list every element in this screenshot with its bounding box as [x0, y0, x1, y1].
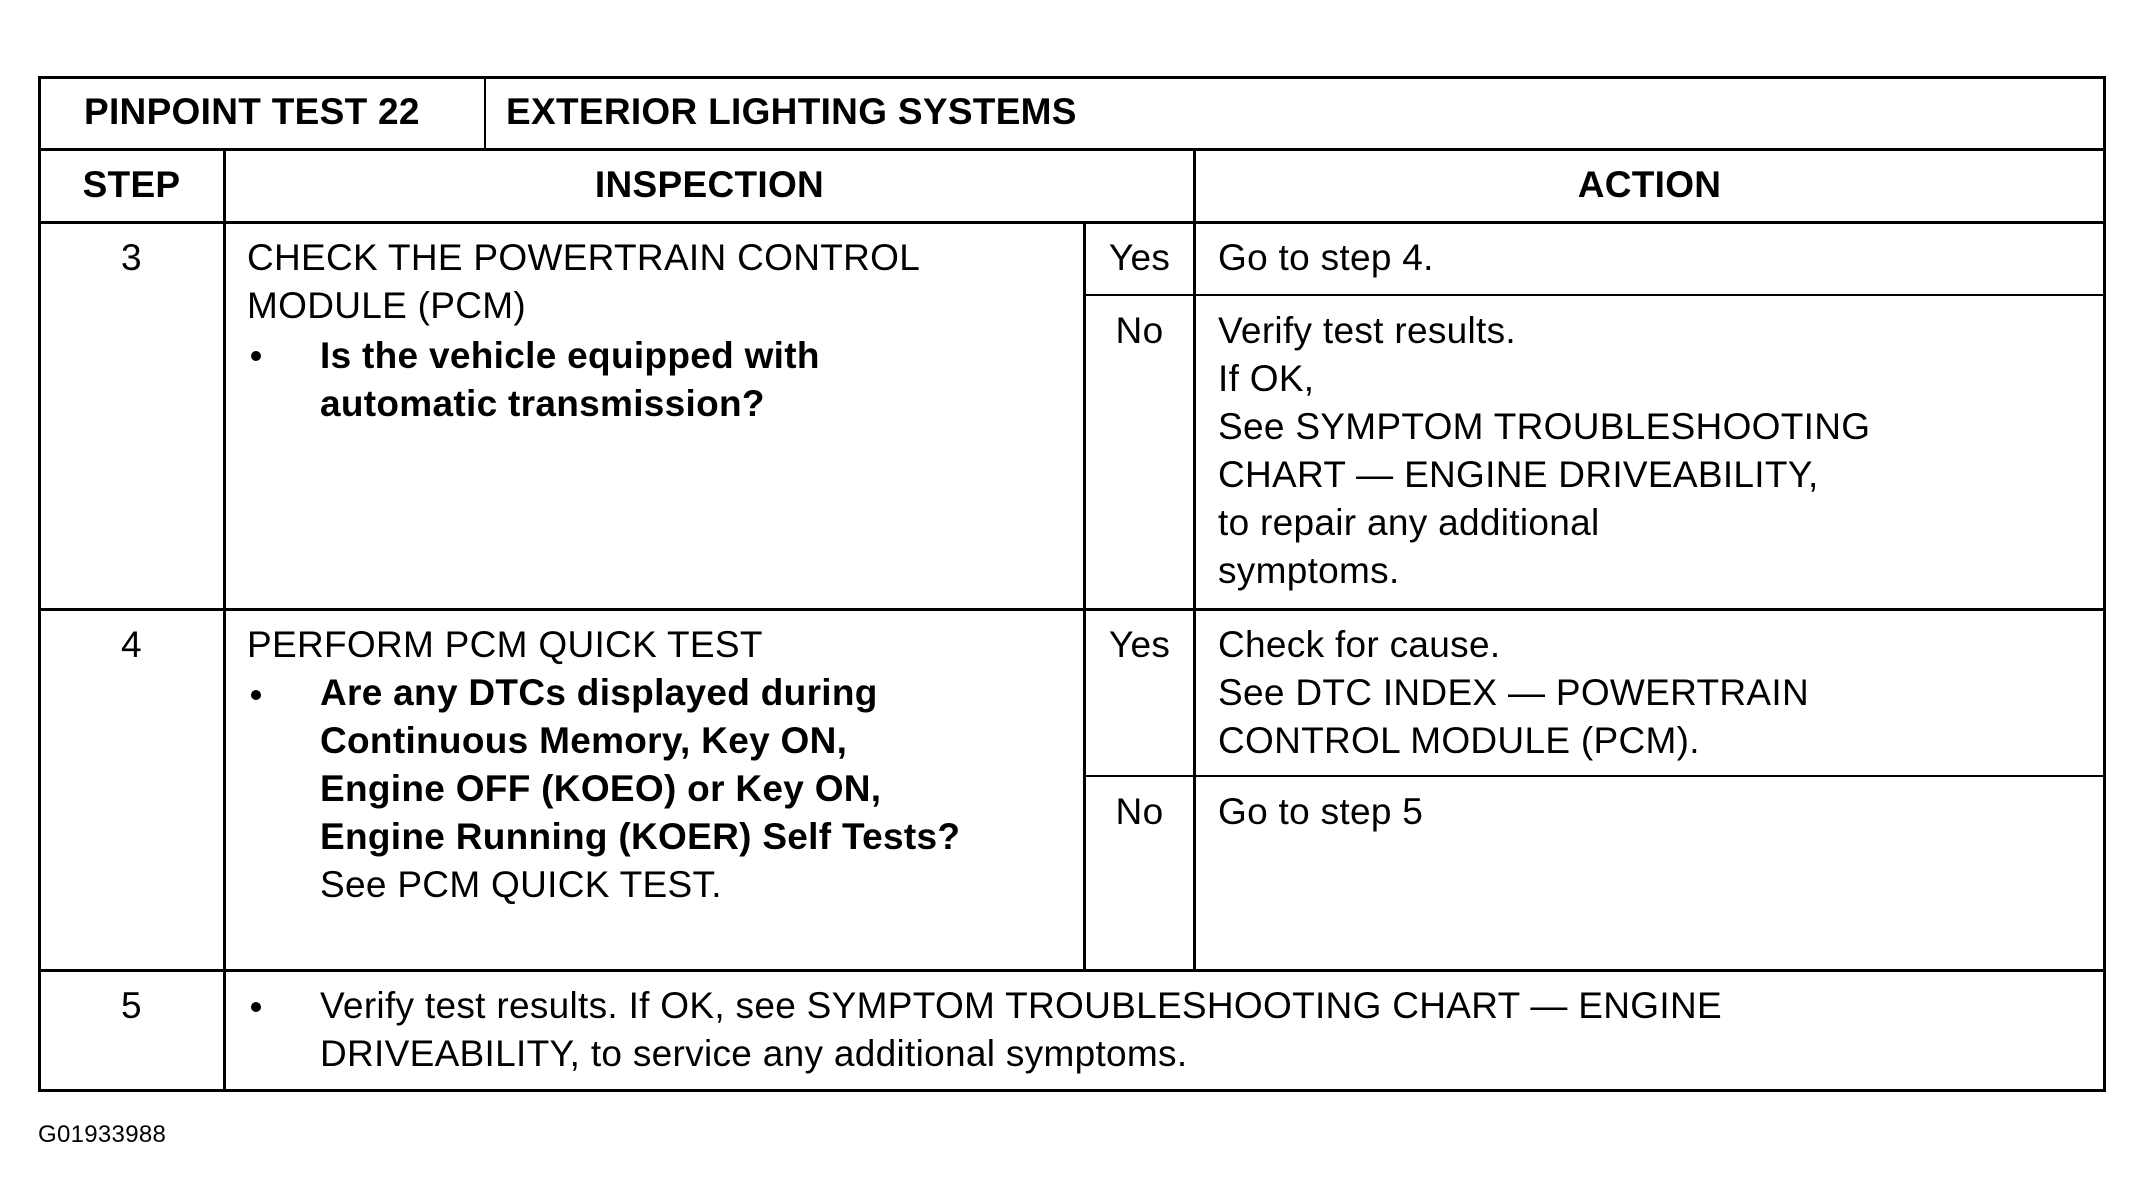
no-label: No — [1115, 791, 1164, 832]
row-3-divider — [38, 608, 2106, 611]
no-action-line: Verify test results. — [1218, 310, 1516, 351]
page-title: EXTERIOR LIGHTING SYSTEMS — [506, 91, 1077, 132]
step-number: 5 — [121, 985, 142, 1026]
yes-action-line: See DTC INDEX — POWERTRAIN — [1218, 672, 1809, 713]
table-border-top — [38, 76, 2106, 79]
action-column-line — [1193, 148, 1196, 971]
yes-action: Go to step 4. — [1218, 237, 1434, 278]
no-action-line: to repair any additional — [1218, 502, 1600, 543]
yes-action-line: CONTROL MODULE (PCM). — [1218, 720, 1700, 761]
step-5-text-line: DRIVEABILITY, to service any additional symptoms. — [320, 1033, 1188, 1074]
inspection-title — [247, 234, 920, 330]
inspection-column-header: INSPECTION — [594, 164, 825, 205]
step-column-header: STEP — [82, 164, 181, 205]
inspection-question-line: automatic transmission? — [320, 383, 765, 424]
no-action-line: See SYMPTOM TROUBLESHOOTING — [1218, 406, 1871, 447]
yes-label: Yes — [1108, 237, 1171, 278]
step-number: 3 — [121, 237, 142, 278]
header-split-line — [484, 76, 486, 150]
no-action: Go to step 5 — [1218, 791, 1424, 832]
row-3-yes-no-divider — [1083, 294, 2106, 296]
inspection-question — [320, 669, 960, 909]
inspection-title-line: CHECK THE POWERTRAIN CONTROL — [247, 237, 921, 278]
yes-label: Yes — [1108, 624, 1171, 665]
inspection-question — [320, 332, 820, 428]
inspection-question-line: Are any DTCs displayed during — [320, 672, 878, 713]
inspection-question-line: Is the vehicle equipped with — [320, 335, 820, 376]
step-column-line — [223, 148, 226, 1091]
step-number: 4 — [121, 624, 142, 665]
column-header-divider — [38, 221, 2106, 224]
row-4-yes-no-divider — [1083, 775, 2106, 777]
no-action-line: CHART — ENGINE DRIVEABILITY, — [1218, 454, 1819, 495]
table-border-bottom — [38, 1089, 2106, 1092]
inspection-question-line: Continuous Memory, Key ON, — [320, 720, 848, 761]
no-label: No — [1115, 310, 1164, 351]
row-4-divider — [38, 969, 2106, 972]
inspection-title-line: MODULE (PCM) — [247, 285, 527, 326]
yes-action-line: Check for cause. — [1218, 624, 1501, 665]
no-action-line: If OK, — [1218, 358, 1315, 399]
inspection-title: PERFORM PCM QUICK TEST — [247, 624, 763, 665]
no-action-line: symptoms. — [1218, 550, 1400, 591]
bullet-icon — [251, 690, 261, 700]
table-border-right — [2103, 76, 2106, 1092]
table-border-left — [38, 76, 41, 1092]
action-column-header: ACTION — [1577, 164, 1722, 205]
step-5-text — [320, 982, 1722, 1078]
header-divider — [38, 148, 2106, 151]
bullet-icon — [251, 351, 261, 361]
step-5-text-line: Verify test results. If OK, see SYMPTOM TROUBLESHOOTING CHART — ENGINE — [320, 985, 1722, 1026]
inspection-question-line: Engine OFF (KOEO) or Key ON, — [320, 768, 882, 809]
pinpoint-test-label: PINPOINT TEST 22 — [84, 91, 420, 132]
inspection-question-line: Engine Running (KOER) Self Tests? — [320, 816, 961, 857]
no-action — [1218, 307, 1870, 595]
yes-action — [1218, 621, 1809, 765]
inspection-note: See PCM QUICK TEST. — [320, 864, 722, 905]
figure-id: G01933988 — [38, 1121, 167, 1148]
bullet-icon — [251, 1002, 261, 1012]
